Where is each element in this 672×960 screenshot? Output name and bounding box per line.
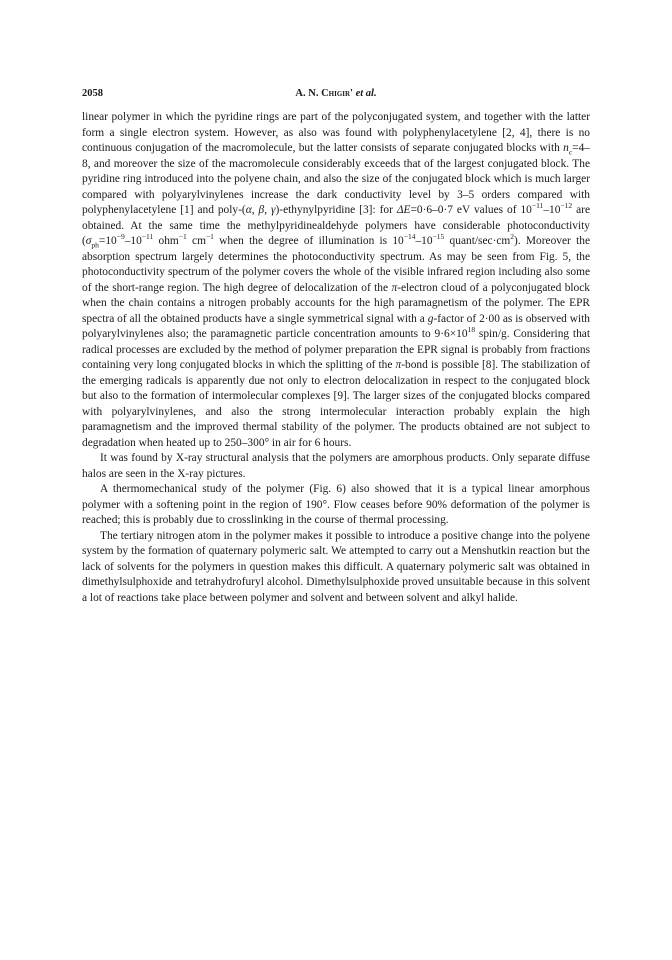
running-head-authors: A. N. Chigir' <box>295 88 353 99</box>
page-number: 2058 <box>82 88 103 99</box>
paragraph: A thermomechanical study of the polymer (Fig. 6) also showed that it is a typical linear amorphous polymer with a softening point in the region of 190°. Flow ceases before 90% deformation of the polymer is reached; this is probably due to crosslinking in the course of thermal processing. <box>82 483 590 526</box>
paragraph: linear polymer in which the pyridine rings are part of the polyconjugated system, and together with the latter form a single electron system. However, as also was found with polyphenylacetylene [2, 4], there is no continuous conjugation of the macromolecule, but the latter consists of separate conjugated blocks with $n_c=4-8$, and moreover the size of the macromolecule considerably exceeds that of the largest conjugated block. The pyridine ring introduced into the polyene chain, and also the size of the conjugated block which is much larger compared with polyarylvinylenes increase the dark conductivity level by 3–5 orders compared with polyphenylacetylene [1] and poly-(α, β, γ)-ethynylpyridine [3]: for ΔE=0·6–0·7 eV values of $10^{-11}-10^{-12}$ are obtained. At the same time the methylpyridinealdehyde polymers have considerable photoconductivity ($\sigma_{ph}=10^{-9}-10^{-11}$ ohm$^{-1}$ $cm^{-1}$ when the degree of illumination is $10^{-14}-10^{-15}$ quant/$\sec\cdot cm^2$). Moreover the absorption spectrum largely determines the photoconductivity spectrum. As may be seen from Fig. 5, the photoconductivity spectrum of the polymer covers the whole of the visible infrared region including also some of the short-range region. The high degree of delocalization of the π-electron cloud of a polyconjugated block when the chain contains a nitrogen probably accounts for the high paramagnetism of the polymer. The EPR spectra of all the obtained products have a single symmetrical signal with a g-factor of 2·00 as is observed with polyarylvinylenes also; the paramagnetic particle concentration amounts to $9\cdot 6\times 10^{18}$ spin/g. Considering that radical processes are excluded by the method of polymer preparation the EPR signal is probably from fractions containing very long conjugated blocks in which the splitting of the π-bond is possible [8]. The stabilization of the emerging radicals is apparently due not only to electron delocalization in respect to the conjugated block but also to the formation of intermolecular complexes [9]. The larger sizes of the conjugated blocks compared with polyarylvinylenes, and also the strong intermolecular interaction probably explain the high paramagnetism and the improved thermal stability of the polymer. The products obtained are not subject to degradation when heated up to 250–300° in air for 6 hours. <box>82 111 591 449</box>
running-head-et-al: et al. <box>355 88 377 99</box>
paragraph: The tertiary nitrogen atom in the polymer makes it possible to introduce a positive change into the polyene system by the formation of quaternary polymeric salt. We attempted to carry out a Menshutkin reaction but the lack of solvents for the polymers in question makes this difficult. A quaternary polymeric salt was obtained in dimethylsulphoxide and tetrahydrofuryl alcohol. Dimethylsulphoxide proved unsuitable because in this solvent a lot of reactions take place between polymer and solvent and between solvent and alkyl halide. <box>82 529 590 604</box>
paragraph: It was found by X-ray structural analysis that the polymers are amorphous products. Only separate diffuse halos are seen in the X-ray pictures. <box>82 452 590 480</box>
running-head <box>82 88 590 99</box>
body-text <box>82 110 590 606</box>
running-header <box>82 88 590 104</box>
